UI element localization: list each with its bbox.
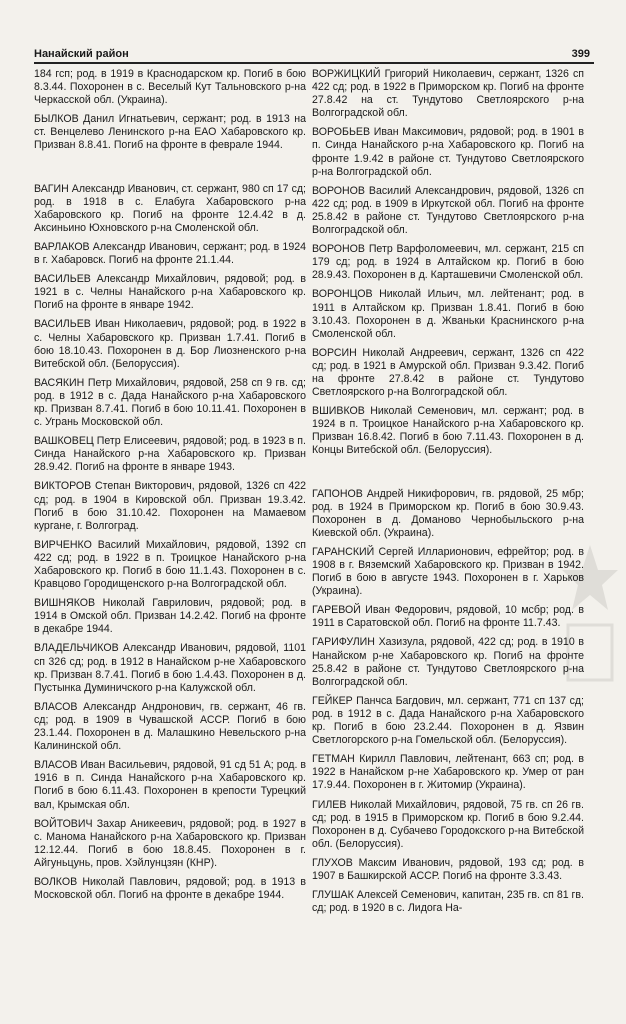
letter-section-gap [312,464,584,488]
header-rule [34,62,594,64]
biography-entry: ВАРЛАКОВ Александр Иванович, сержант; род. в 1924 в г. Хабаровск. Погиб на фронте 21.1.44. [34,240,306,267]
biography-entry: ВОЛКОВ Николай Павлович, рядовой; род. в 1913 в Московской обл. Погиб на фронте в декабре 1944. [34,875,306,902]
biography-entry: ВАСИЛЬЕВ Иван Николаевич, рядовой; род. в 1922 в с. Челны Хабаровского кр. Призван 1.7.41. Погиб в бою 18.10.43. Похоронен в д. Бор Лиозненского р-на Витебской обл. (Белоруссия). [34,318,306,370]
page-header [34,40,590,60]
biography-entry: ГАРАНСКИЙ Сергей Илларионович, ефрейтор; род. в 1908 в г. Вяземский Хабаровского кр. Призван в 1942. Погиб в бою в августе 1943. Похоронен в г. Харьков (Украина). [312,545,584,598]
biography-entry: ГЛУШАК Алексей Семенович, капитан, 235 гв. сп 81 гв. сд; род. в 1920 в с. Лидога На- [312,889,584,915]
left-column [34,68,306,908]
biography-entry: ВОРЖИЦКИЙ Григорий Николаевич, сержант, 1326 сп 422 сд; род. в 1922 в Приморском кр. Погиб на фронте 27.8.42 на ст. Тундутово Светлоярского р-на Волгоградской обл. [312,68,584,120]
biography-entry: ВОЙТОВИЧ Захар Аникеевич, рядовой; род. в 1927 в с. Манома Нанайского р-на Хабаровского кр. Призван 12.12.44. Погиб в бою 18.8.45. Похоронен в г. Айгуньцунь, пров. Хэйлунцзян (КНР). [34,817,306,869]
biography-entry: ГАРИФУЛИН Хазизула, рядовой, 422 сд; род. в 1910 в Нанайском р-не Хабаровского кр. Погиб на фронте 25.8.42 в районе ст. Тундутово Светлоярского р-на Волгоградской обл. [312,636,584,688]
page-number: 399 [571,48,590,60]
biography-entry: ВШИВКОВ Николай Семенович, мл. сержант; род. в 1924 в п. Троицкое Нанайского р-на Хабаровского кр. Призван 16.8.42. Погиб в бою 7.11.43. Похоронен в д. Концы Витебской обл. (Белоруссия). [312,405,584,457]
biography-entry: ГИЛЕВ Николай Михайлович, рядовой, 75 гв. сп 26 гв. сд; род. в 1915 в Приморском кр. Погиб в бою 9.2.44. Похоронен в д. Субачево Городокского р-на Витебской обл. (Белоруссия). [312,798,584,850]
biography-entry: ВОРОНОВ Василий Александрович, рядовой, 1326 сп 422 сд; род. в 1909 в Иркутской обл. Погиб на фронте 25.8.42 в районе ст. Тундутово Светлоярского р-на Волгоградской обл. [312,184,584,237]
biography-entry: ВЛАСОВ Иван Васильевич, рядовой, 91 сд 51 А; род. в 1916 в п. Синда Нанайского р-на Хабаровского кр. Погиб в бою 6.11.43. Похоронен в крепости Турецкий вал, Крымская обл. [34,759,306,811]
biography-entry: ВИШНЯКОВ Николай Гаврилович, рядовой; род. в 1914 в Омской обл. Призван 14.2.42. Погиб на фронте в декабре 1944. [34,597,306,636]
biography-entry: ВИРЧЕНКО Василий Михайлович, рядовой, 1392 сп 422 сд; род. в 1922 в п. Троицкое Нанайского р-на Хабаровского кр. Погиб в бою 11.1.43. Похоронен в с. Кравцово Городищенского р-на Волгоградской обл. [34,538,306,591]
biography-entry: ВЛАСОВ Александр Андронович, гв. сержант, 46 гв. сд; род. в 1909 в Чувашской АССР. Погиб в бою 23.1.44. Похоронен в д. Малашкино Невельского р-на Калининской обл. [34,700,306,753]
biography-entry: ВАГИН Александр Иванович, ст. сержант, 980 сп 17 сд; род. в 1918 в с. Елабуга Хабаровского р-на Хабаровского кр. Погиб на фронте 12.4.42 в д. Аксиньино Юхновского р-на Смоленской обл. [34,182,306,234]
biography-entry: ВОРОНЦОВ Николай Ильич, мл. лейтенант; род. в 1911 в Алтайском кр. Призван 1.8.41. Погиб в бою 3.10.43. Похоронен в д. Жваньки Краснинского р-на Смоленской обл. [312,288,584,340]
biography-entry: ВОРОБЬЕВ Иван Максимович, рядовой; род. в 1901 в п. Синда Нанайского р-на Хабаровского кр. Погиб на фронте 1.9.42 в районе ст. Тундутово Светлоярского р-на Волгоградской обл. [312,126,584,178]
biography-entry: ГЕТМАН Кирилл Павлович, лейтенант, 663 сп; род. в 1922 в Нанайском р-не Хабаровского кр. Умер от ран 17.9.44. Похоронен в г. Житомир (Украина). [312,753,584,792]
biography-entry: ВАШКОВЕЦ Петр Елисеевич, рядовой; род. в 1923 в п. Синда Нанайского р-на Хабаровского кр. Призван 28.9.42. Погиб на фронте в январе 1943. [34,435,306,474]
biography-entry: ВЛАДЕЛЬЧИКОВ Александр Иванович, рядовой, 1101 сп 326 сд; род. в 1912 в Нанайском р-не Хабаровского кр. Призван 8.7.41. Погиб в бою 1.4.43. Похоронен в д. Пустынка Думиничского р-на Калужской обл. [34,642,306,694]
biography-entry: 184 гсп; род. в 1919 в Краснодарском кр. Погиб в бою 8.3.44. Похоронен в с. Веселый Кут Тальновского р-на Черкасской обл. (Украина). [34,68,306,107]
biography-entry: ВАСЯКИН Петр Михайлович, рядовой, 258 сп 9 гв. сд; род. в 1912 в с. Дада Нанайского р-на Хабаровского кр. Призван 8.7.41. Погиб в бою 10.11.41. Похоронен в с. Угрань Московской обл. [34,376,306,429]
section-title: Нанайский район [34,48,129,60]
biography-entry: БЫЛКОВ Данил Игнатьевич, сержант; род. в 1913 на ст. Венцелево Ленинского р-на ЕАО Хабаровского кр. Призван 8.8.41. Погиб на фронте в феврале 1944. [34,113,306,152]
biography-entry: ГЕЙКЕР Панчса Багдович, мл. сержант, 771 сп 137 сд; род. в 1912 в с. Дада Нанайского р-на Хабаровского кр. Погиб в бою 23.2.44. Похоронен в д. Язвин Светлогорского р-на Гомельской обл. (Белоруссия). [312,694,584,747]
biography-entry: ВОРСИН Николай Андреевич, сержант, 1326 сп 422 сд; род. в 1921 в Амурской обл. Призван 9.3.42. Погиб на фронте 27.8.42 в районе ст. Тундутово Светлоярского р-на Волгоградской обл. [312,346,584,399]
biography-entry: ГАРЕВОЙ Иван Федорович, рядовой, 10 мсбр; род. в 1911 в Саратовской обл. Погиб на фронте 11.7.43. [312,604,584,630]
letter-section-gap [34,159,306,183]
biography-entry: ВОРОНОВ Петр Варфоломеевич, мл. сержант, 215 сп 179 сд; род. в 1924 в Алтайском кр. Погиб в бою 28.9.43. Похоронен в д. Карташевичи Смоленской обл. [312,243,584,282]
right-column [312,68,584,921]
biography-entry: ГЛУХОВ Максим Иванович, рядовой, 193 сд; род. в 1907 в Башкирской АССР. Погиб на фронте 3.3.43. [312,856,584,882]
biography-entry: ГАПОНОВ Андрей Никифорович, гв. рядовой, 25 мбр; род. в 1924 в Приморском кр. Погиб в бою 30.9.43. Похоронен в д. Доманово Чернобыльского р-на Киевской обл. (Украина). [312,487,584,539]
biography-entry: ВИКТОРОВ Степан Викторович, рядовой, 1326 сп 422 сд; род. в 1904 в Кировской обл. Призван 19.3.42. Погиб в бою 31.10.42. Похоронен на Мамаевом кургане, г. Волгоград. [34,480,306,532]
biography-entry: ВАСИЛЬЕВ Александр Михайлович, рядовой; род. в 1921 в с. Челны Нанайского р-на Хабаровского кр. Погиб на фронте в январе 1942. [34,273,306,312]
watermark-star-icon [560,540,620,690]
